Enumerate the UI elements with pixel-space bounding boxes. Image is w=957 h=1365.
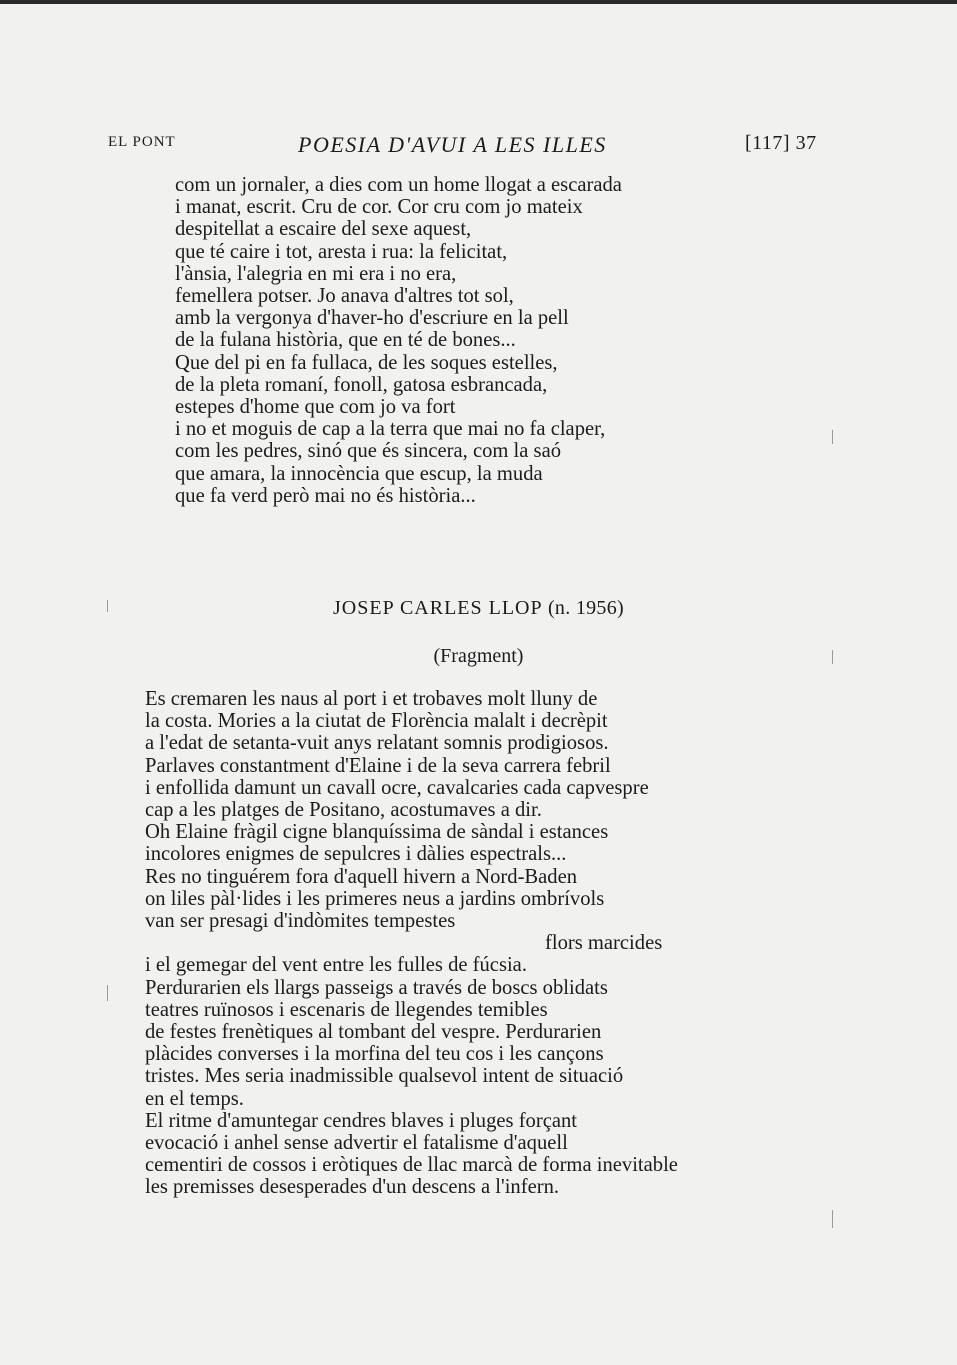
poem-line: en el temps. xyxy=(145,1087,244,1110)
poem-line: Oh Elaine fràgil cigne blanquíssima de sàndal i estances xyxy=(145,821,609,844)
poem-line: i el gemegar del vent entre les fulles de fúcsia. xyxy=(145,954,527,977)
poem-line: de festes frenètiques al tombant del vespre. Perdurarien xyxy=(145,1021,602,1044)
poem-fragment xyxy=(145,688,678,1199)
poem-continuation xyxy=(175,174,622,507)
poem-line: de la pleta romaní, fonoll, gatosa esbrancada, xyxy=(175,373,548,396)
poem-line: amb la vergonya d'haver-ho d'escriure en la pell xyxy=(175,307,569,330)
poem-line: El ritme d'amuntegar cendres blaves i pluges forçant xyxy=(145,1109,578,1132)
poem-line: com les pedres, sinó que és sincera, com la saó xyxy=(175,440,562,463)
poem-line: Es cremaren les naus al port i et trobaves molt lluny de xyxy=(145,688,598,710)
poem-line: Perdurarien els llargs passeigs a través de boscs oblidats xyxy=(145,976,608,999)
poem-line: teatres ruïnosos i escenaris de llegendes temibles xyxy=(145,998,548,1021)
poem-line: van ser presagi d'indòmites tempestes xyxy=(145,910,456,933)
poem-line: Parlaves constantment d'Elaine i de la seva carrera febril xyxy=(145,754,611,777)
poem-line: cementiri de cossos i eròtiques de llac marcà de forma inevitable xyxy=(145,1154,678,1177)
poem-line: i no et moguis de cap a la terra que mai no fa claper, xyxy=(175,418,606,441)
poem-line: on liles pàl·lides i les primeres neus a jardins ombrívols xyxy=(145,887,605,910)
page-top-edge xyxy=(0,0,957,4)
poem-line: de la fulana història, que en té de bones... xyxy=(175,329,516,352)
poem-line: tristes. Mes seria inadmissible qualsevol intent de situació xyxy=(145,1065,624,1088)
running-header-title: POESIA D'AVUI A LES ILLES xyxy=(298,132,607,157)
poem-line: i manat, escrit. Cru de cor. Cor cru com jo mateix xyxy=(175,196,583,219)
poem-line: les premisses desesperades d'un descens a l'infern. xyxy=(145,1176,560,1199)
poem-line: com un jornaler, a dies com un home llogat a escarada xyxy=(175,174,622,196)
page-number: [117] 37 xyxy=(745,132,817,154)
poem-line: l'ànsia, l'alegria en mi era i no era, xyxy=(175,262,457,285)
poem-line: Que del pi en fa fullaca, de les soques estelles, xyxy=(175,351,558,374)
right-margin-mark xyxy=(832,430,833,444)
poem-line: a l'edat de setanta-vuit anys relatant somnis prodigiosos. xyxy=(145,732,609,755)
poem-line: que fa verd però mai no és història... xyxy=(175,484,476,507)
right-margin-mark xyxy=(832,1210,833,1228)
poem-line: i enfollida damunt un cavall ocre, cavalcaries cada capvespre xyxy=(145,776,649,799)
poem-line: la costa. Mories a la ciutat de Florència malalt i decrèpit xyxy=(145,710,608,733)
running-header-left: EL PONT xyxy=(108,134,176,150)
poem-line: flors marcides xyxy=(545,932,663,955)
poem-subtitle: (Fragment) xyxy=(433,645,524,667)
poem-line: femellera potser. Jo anava d'altres tot sol, xyxy=(175,285,514,308)
poem-line: que amara, la innocència que escup, la muda xyxy=(175,462,543,485)
poem-line: evocació i anhel sense advertir el fatalisme d'aquell xyxy=(145,1132,568,1155)
running-header xyxy=(0,132,957,164)
author-dates: (n. 1956) xyxy=(547,597,624,619)
poem-line: estepes d'home que com jo va fort xyxy=(175,396,456,419)
author-heading xyxy=(0,597,957,620)
poem-line: despitellat a escaire del sexe aquest, xyxy=(175,218,472,241)
poem-line: plàcides converses i la morfina del teu cos i les cançons xyxy=(145,1043,604,1066)
poem-line: cap a les platges de Positano, acostumaves a dir. xyxy=(145,799,542,822)
left-margin-mark xyxy=(107,985,108,1001)
author-name: JOSEP CARLES LLOP xyxy=(333,597,543,619)
poem-line: incolores enigmes de sepulcres i dàlies espectrals... xyxy=(145,843,567,866)
poem-line: que té caire i tot, aresta i rua: la felicitat, xyxy=(175,240,508,263)
poem-line: Res no tinguérem fora d'aquell hivern a Nord-Baden xyxy=(145,865,578,888)
